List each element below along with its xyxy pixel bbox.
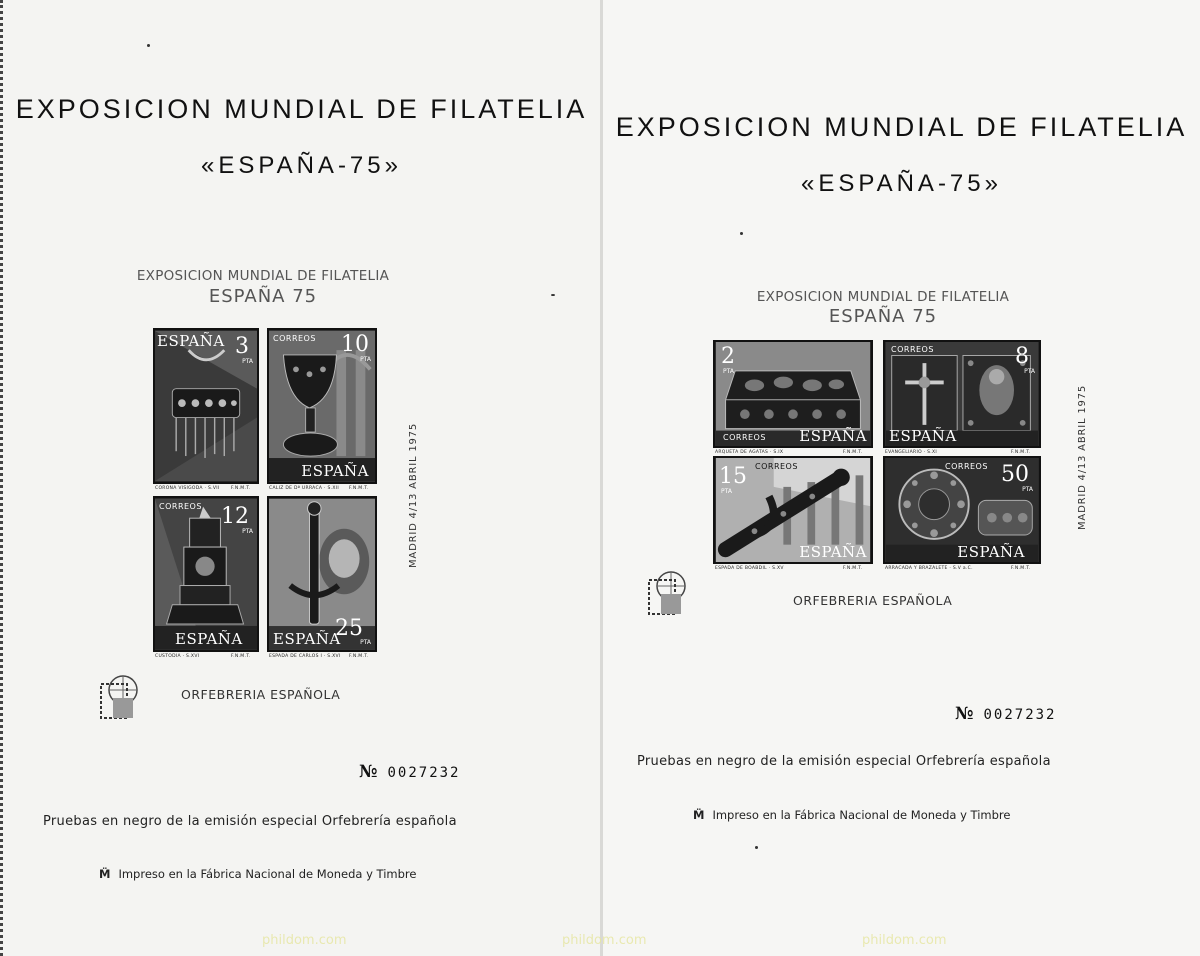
printer-text: Impreso en la Fábrica Nacional de Moneda y Timbre <box>712 808 1011 822</box>
stamp-value: 3 <box>235 334 249 359</box>
stamp-printer: F.N.M.T. <box>843 566 863 571</box>
stamp-correos: CORREOS <box>723 433 766 442</box>
stamp-country: ESPAÑA <box>157 332 225 350</box>
date-place-vertical: MADRID 4/13 ABRIL 1975 <box>408 423 419 568</box>
stamp-country: ESPAÑA <box>799 427 867 445</box>
exhibition-logo-icon <box>645 566 691 618</box>
stamp-value: 15 <box>719 464 747 489</box>
orfebreria-caption: ORFEBRERIA ESPAÑOLA <box>793 593 953 608</box>
stamp-caption: ESPADA DE CARLOS I · S.XVI <box>269 654 341 659</box>
stamp-caption: ARRACADA Y BRAZALETE · S.V a.C. <box>885 566 973 571</box>
stamp-sword <box>267 496 377 652</box>
stamp-printer: F.N.M.T. <box>231 486 251 491</box>
serial-number <box>359 762 461 782</box>
stamp-evangeliario <box>883 340 1041 448</box>
stamp-correos: CORREOS <box>159 502 202 511</box>
paper-speck <box>740 232 743 235</box>
stamp-value: 2 <box>721 344 735 369</box>
stamp-value: 8 <box>1015 344 1029 369</box>
stamp-unit: PTA <box>242 358 253 365</box>
souvenir-sheet-title: EXPOSICION MUNDIAL DE FILATELIA <box>756 289 1010 305</box>
stamp-printer: F.N.M.T. <box>1011 450 1031 455</box>
stamp-correos: CORREOS <box>273 334 316 343</box>
stamp-value: 50 <box>1001 462 1029 487</box>
stamp-custodia <box>153 496 259 652</box>
souvenir-sheet-subtitle: ESPAÑA 75 <box>828 306 938 327</box>
stamp-arqueta <box>713 340 873 448</box>
stamp-unit: PTA <box>360 356 371 363</box>
number-sign: № <box>955 704 974 724</box>
stamp-country: ESPAÑA <box>273 630 341 648</box>
orfebreria-caption: ORFEBRERIA ESPAÑOLA <box>181 687 341 702</box>
page-title: EXPOSICION MUNDIAL DE FILATELIA <box>15 94 588 124</box>
stamp-printer: F.N.M.T. <box>349 654 369 659</box>
stamp-country: ESPAÑA <box>301 462 369 480</box>
stamp-correos: CORREOS <box>755 462 798 471</box>
exhibition-logo-icon <box>97 670 143 722</box>
stamp-country: ESPAÑA <box>889 427 957 445</box>
watermark: phildom.com <box>862 933 947 948</box>
stamp-unit: PTA <box>1022 486 1033 493</box>
stamp-unit: PTA <box>1024 368 1035 375</box>
souvenir-sheet-subtitle: ESPAÑA 75 <box>208 286 318 307</box>
proof-description: Pruebas en negro de la emisión especial Orfebrería española <box>637 754 1051 769</box>
stamp-unit: PTA <box>242 528 253 535</box>
watermark: phildom.com <box>562 933 647 948</box>
stamp-printer: F.N.M.T. <box>1011 566 1031 571</box>
stamp-country: ESPAÑA <box>957 543 1025 561</box>
stamp-country: ESPAÑA <box>175 630 243 648</box>
stamp-printer: F.N.M.T. <box>231 654 251 659</box>
stamp-espada-boabdil <box>713 456 873 564</box>
number-sign: № <box>359 762 378 782</box>
stamp-crown <box>153 328 259 484</box>
page-subtitle: «ESPAÑA-75» <box>201 152 402 179</box>
date-place-vertical: MADRID 4/13 ABRIL 1975 <box>1077 385 1088 530</box>
stamp-value: 10 <box>341 332 369 357</box>
proof-sheet-right <box>603 0 1200 956</box>
stamp-printer: F.N.M.T. <box>349 486 369 491</box>
stamp-chalice <box>267 328 377 484</box>
stamp-caption: EVANGELIARIO · S.XI <box>885 450 938 455</box>
printer-line <box>99 867 416 881</box>
paper-speck <box>147 44 150 47</box>
stamp-correos: CORREOS <box>945 462 988 471</box>
mint-logo-icon: M̈ <box>99 867 111 881</box>
proof-description: Pruebas en negro de la emisión especial Orfebrería española <box>43 814 457 829</box>
stamp-unit: PTA <box>721 488 732 495</box>
stamp-unit: PTA <box>723 368 734 375</box>
stamp-country: ESPAÑA <box>799 543 867 561</box>
paper-speck <box>551 294 555 296</box>
serial-value: 0027232 <box>983 707 1057 723</box>
page-title: EXPOSICION MUNDIAL DE FILATELIA <box>615 112 1188 142</box>
stamp-caption: CALIZ DE Dª URRACA · S.XII <box>269 486 340 491</box>
printer-line <box>693 808 1010 822</box>
watermark: phildom.com <box>262 933 347 948</box>
stamp-caption: ARQUETA DE AGATAS · S.IX <box>715 450 784 455</box>
stamp-value: 12 <box>221 504 249 529</box>
stamp-correos: CORREOS <box>891 345 934 354</box>
stamp-caption: ESPADA DE BOABDIL · S.XV <box>715 566 784 571</box>
printer-text: Impreso en la Fábrica Nacional de Moneda y Timbre <box>118 867 417 881</box>
stamp-arracada <box>883 456 1041 564</box>
paper-speck <box>755 846 758 849</box>
mint-logo-icon: M̈ <box>693 808 705 822</box>
page-subtitle: «ESPAÑA-75» <box>801 170 1002 197</box>
stamp-caption: CORONA VISIGODA · S.VII <box>155 486 220 491</box>
souvenir-sheet-title: EXPOSICION MUNDIAL DE FILATELIA <box>136 268 390 284</box>
stamp-unit: PTA <box>360 639 371 646</box>
stamp-printer: F.N.M.T. <box>843 450 863 455</box>
stamp-caption: CUSTODIA · S.XVI <box>155 654 200 659</box>
serial-value: 0027232 <box>387 765 461 781</box>
stamp-value: 25 <box>335 616 363 641</box>
serial-number <box>955 704 1057 724</box>
